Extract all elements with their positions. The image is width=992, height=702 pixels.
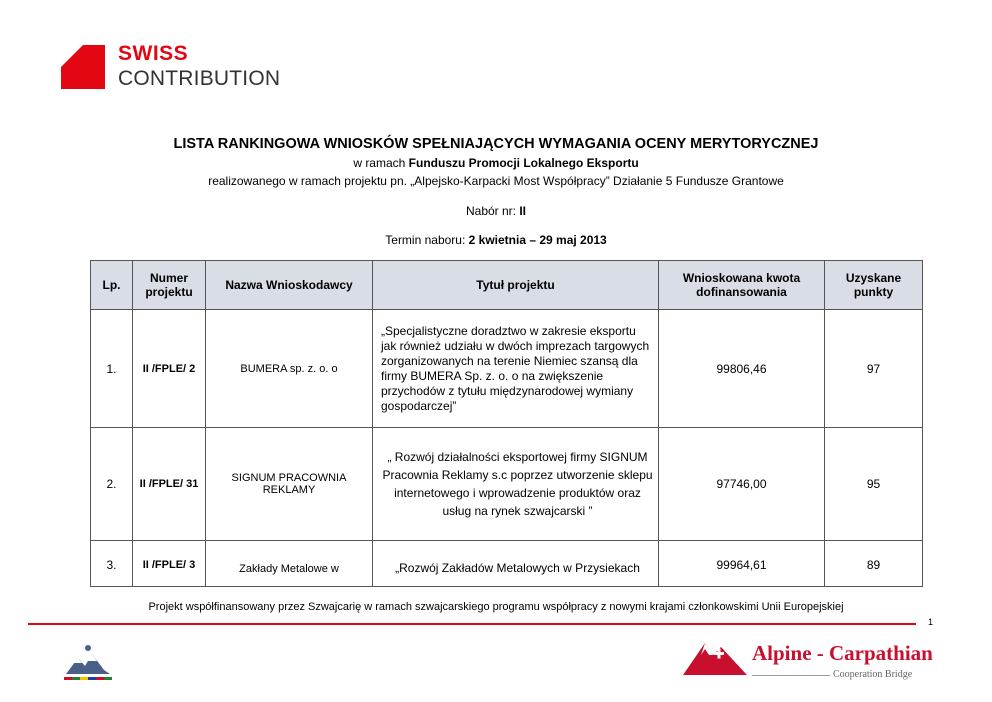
column-header-lp: Lp.: [91, 261, 133, 310]
table-row: [91, 310, 923, 428]
cell-nazwa: Zakłady Metalowe w: [206, 541, 373, 587]
table-row: [91, 541, 923, 587]
cell-lp: 1.: [91, 310, 133, 428]
cell-tytul: „Specjalistyczne doradztwo w zakresie eksportu jak również udziału w dwóch imprezach targowych zorganizowanych na terenie Niemiec szansą dla firmy BUMERA Sp. z. o. o na zwiększenie przychodów z tytułu międzynarodowej wymiany gospodarczej”: [373, 310, 659, 428]
fund-line: [0, 156, 992, 170]
swiss-flag-icon: [61, 45, 105, 89]
termin-value: 2 kwietnia – 29 maj 2013: [468, 233, 607, 247]
cell-nazwa: SIGNUM PRACOWNIA REKLAMY: [206, 428, 373, 541]
cell-lp: 2.: [91, 428, 133, 541]
project-line: realizowanego w ramach projektu pn. „Alpejsko-Karpacki Most Współpracy” Działanie 5 Fundusze Grantowe: [208, 174, 784, 188]
termin-line: [0, 233, 992, 247]
nabor-value: II: [519, 204, 527, 218]
column-header-kwota: Wnioskowana kwota dofinansowania: [659, 261, 825, 310]
table-row: [91, 428, 923, 541]
fund-line-prefix: w ramach: [353, 156, 409, 170]
cooperation-divider: [752, 675, 830, 676]
logo-swiss-text: SWISS: [118, 42, 189, 65]
alpine-carpathian-title: Alpine - Carpathian: [752, 641, 933, 665]
cooperation-bridge-subtitle: Cooperation Bridge: [833, 669, 913, 680]
cell-kwota: 99806,46: [659, 310, 825, 428]
document-title: LISTA RANKINGOWA WNIOSKÓW SPEŁNIAJĄCYCH WYMAGANIA OCENY MERYTORYCZNEJ: [173, 136, 819, 152]
cell-numer: II /FPLE/ 31: [133, 428, 206, 541]
logo-contribution-text: CONTRIBUTION: [118, 67, 281, 90]
cell-punkty: 89: [825, 541, 923, 587]
cell-kwota: 99964,61: [659, 541, 825, 587]
footer-note: Projekt współfinansowany przez Szwajcarię w ramach szwajcarskiego programu współpracy z nowymi krajami członkowskimi Unii Europejskiej: [148, 601, 844, 613]
cell-kwota: 97746,00: [659, 428, 825, 541]
cell-tytul: „ Rozwój działalności eksportowej firmy SIGNUM Pracownia Reklamy s.c poprzez utworzenie sklepu internetowego i wprowadzenie produktów oraz usług na rynek szwajcarski ”: [373, 428, 659, 541]
cell-punkty: 97: [825, 310, 923, 428]
alpine-carpathian-logo: [683, 633, 933, 683]
ranking-table: [90, 260, 923, 587]
cell-numer: II /FPLE/ 3: [133, 541, 206, 587]
fund-name: Funduszu Promocji Lokalnego Eksportu: [408, 156, 639, 170]
euroregion-emblem-icon: [52, 632, 124, 684]
nabor-line: [0, 204, 992, 218]
cell-punkty: 95: [825, 428, 923, 541]
alpine-mountain-icon: [683, 637, 749, 677]
page-number: 1: [928, 617, 934, 627]
swiss-contribution-logo: [61, 42, 301, 90]
nabor-label: Nabór nr:: [465, 204, 520, 218]
cell-nazwa: BUMERA sp. z. o. o: [206, 310, 373, 428]
column-header-punkty: Uzyskane punkty: [825, 261, 923, 310]
cell-lp: 3.: [91, 541, 133, 587]
column-header-nazwa: Nazwa Wnioskodawcy: [206, 261, 373, 310]
cell-numer: II /FPLE/ 2: [133, 310, 206, 428]
termin-label: Termin naboru:: [385, 233, 469, 247]
table-header-row: [91, 261, 923, 310]
column-header-numer: Numer projektu: [133, 261, 206, 310]
column-header-tytul: Tytuł projektu: [373, 261, 659, 310]
euroregion-logo: [52, 632, 124, 684]
cell-tytul: „Rozwój Zakładów Metalowych w Przysiekach: [373, 541, 659, 587]
footer-divider: [28, 623, 916, 625]
